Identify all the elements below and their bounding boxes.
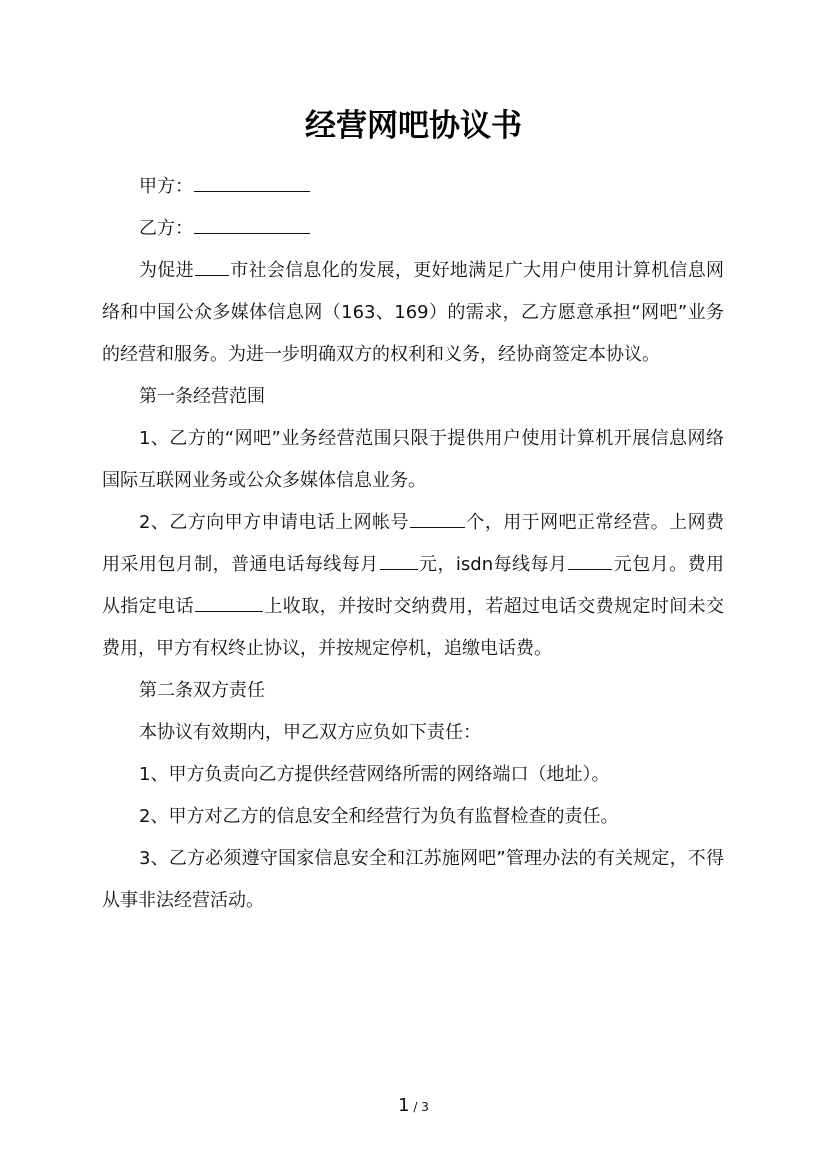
party-b-label: 乙方： [139,218,193,239]
party-b-line [102,208,724,250]
page-number: 1 [398,1095,410,1116]
item2-text-3: 元，isdn每线每月 [418,554,568,575]
article2-item2: 2、甲方对乙方的信息安全和经营行为负有监督检查的责任。 [139,806,619,827]
party-a-blank [194,171,310,192]
article2-item3: 3、乙方必须遵守国家信息安全和江苏施网吧”管理办法的有关规定，不得从事非法经营活动。 [102,848,724,911]
item2-text-5: 上收取，并按时交纳费用，若超过电话交费规定时间未交费用，甲方有权终止协议，并按规定停机，追缴电话费。 [102,596,724,659]
intro-paragraph [102,250,724,376]
page-total: / 3 [409,1100,429,1114]
item2-text-2: 个，用于网吧正常经营。上网费用采用包月制，普通电话每线每月 [102,512,725,575]
document-body [102,166,724,922]
article2-item1: 1、甲方负责向乙方提供经营网络所需的网络端口（地址）。 [139,764,610,785]
party-b-blank [194,213,310,234]
regular-fee-blank [380,549,418,570]
article1-item1: 1、乙方的“网吧”业务经营范围只限于提供用户使用计算机开展信息网络国际互联网业务或公众多媒体信息业务。 [102,428,724,491]
intro-text-1: 为促进 [139,260,194,281]
party-a-line [102,166,724,208]
article1-item2 [102,502,724,670]
article2-heading: 第二条双方责任 [139,680,265,701]
article1-heading: 第一条经营范围 [139,386,265,407]
article2-intro: 本协议有效期内，甲乙双方应负如下责任： [139,722,481,743]
page-footer [0,1094,827,1119]
party-a-label: 甲方： [139,176,193,197]
document-title: 经营网吧协议书 [305,108,522,144]
item2-text-4: 元包月。费用从指定电话 [102,554,725,617]
item2-text-1: 2、乙方向甲方申请电话上网帐号 [139,512,409,533]
phone-number-blank [195,591,263,612]
intro-text-2: 市社会信息化的发展，更好地满足广大用户使用计算机信息网络和中国公众多媒体信息网（163、169）的需求，乙方愿意承担“网吧”业务的经营和服务。为进一步明确双方的权利和义务，经协商签定本协议。 [102,260,725,365]
account-count-blank [410,507,465,528]
isdn-fee-blank [568,549,612,570]
city-blank [195,255,229,276]
